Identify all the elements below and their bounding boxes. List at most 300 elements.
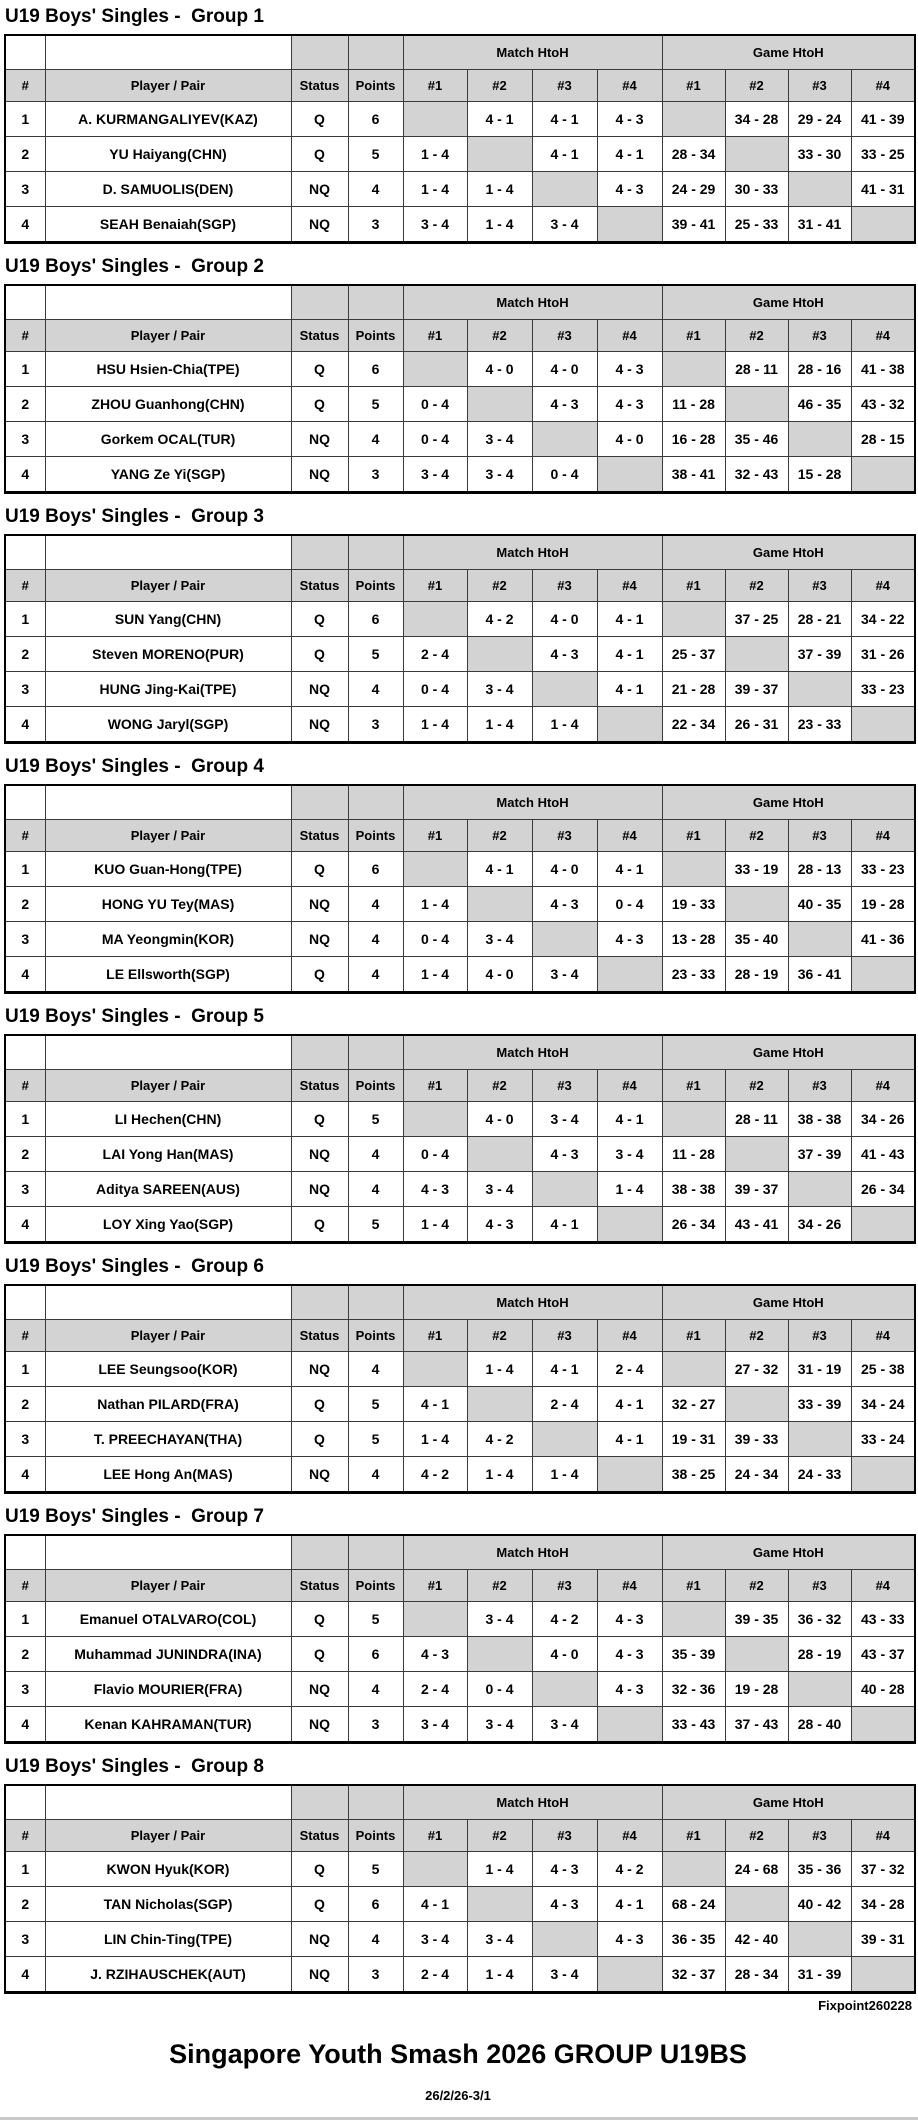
player-name-cell: LI Hechen(CHN) [45, 1102, 291, 1137]
game-3-column-header: #3 [788, 820, 851, 852]
game-2-column-header: #2 [725, 1570, 788, 1602]
match-score-cell: 4 - 3 [532, 1887, 597, 1922]
points-cell: 3 [348, 1957, 403, 1993]
game-score-cell: 33 - 30 [788, 137, 851, 172]
points-column-header: Points [348, 1320, 403, 1352]
match-score-cell [467, 387, 532, 422]
match-2-column-header: #2 [467, 70, 532, 102]
match-score-cell: 4 - 1 [597, 602, 662, 637]
group-title: U19 Boys' Singles - Group 8 [5, 1756, 264, 1777]
game-score-cell: 32 - 43 [725, 457, 788, 493]
game-score-cell: 34 - 26 [788, 1207, 851, 1243]
game-score-cell: 11 - 28 [662, 1137, 725, 1172]
player-name-cell: KWON Hyuk(KOR) [45, 1852, 291, 1887]
rank-cell: 4 [5, 207, 45, 243]
status-column-header: Status [291, 70, 348, 102]
standings-table [4, 534, 916, 744]
event-date-range: 26/2/26-3/1 [425, 2088, 491, 2103]
match-score-cell: 1 - 4 [467, 1352, 532, 1387]
game-score-cell: 43 - 41 [725, 1207, 788, 1243]
game-score-cell: 24 - 68 [725, 1852, 788, 1887]
match-score-cell: 3 - 4 [597, 1137, 662, 1172]
match-score-cell [403, 852, 467, 887]
match-score-cell: 1 - 4 [467, 1852, 532, 1887]
game-score-cell [662, 352, 725, 387]
status-cell: NQ [291, 457, 348, 493]
points-cell: 4 [348, 1922, 403, 1957]
game-score-cell: 42 - 40 [725, 1922, 788, 1957]
standings-table [4, 1284, 916, 1494]
points-cell: 5 [348, 1852, 403, 1887]
player-name-cell: Gorkem OCAL(TUR) [45, 422, 291, 457]
player-row [5, 1672, 915, 1707]
points-cell: 5 [348, 1387, 403, 1422]
player-name-cell: HUNG Jing-Kai(TPE) [45, 672, 291, 707]
game-score-cell: 40 - 28 [851, 1672, 915, 1707]
game-score-cell: 34 - 28 [851, 1887, 915, 1922]
rank-column-header: # [5, 1070, 45, 1102]
match-score-cell: 4 - 1 [532, 102, 597, 137]
match-2-column-header: #2 [467, 1320, 532, 1352]
section-header-row [5, 1785, 915, 1820]
player-name-cell: D. SAMUOLIS(DEN) [45, 172, 291, 207]
standings-body [5, 1352, 915, 1493]
game-score-cell: 28 - 11 [725, 352, 788, 387]
match-score-cell: 4 - 1 [532, 137, 597, 172]
status-cell: NQ [291, 707, 348, 743]
game-3-column-header: #3 [788, 1820, 851, 1852]
blank-gray-cell [348, 1785, 403, 1820]
game-1-column-header: #1 [662, 820, 725, 852]
game-score-cell: 35 - 46 [725, 422, 788, 457]
column-header-row [5, 1570, 915, 1602]
status-cell: Q [291, 1852, 348, 1887]
points-cell: 3 [348, 457, 403, 493]
match-score-cell: 4 - 1 [597, 1887, 662, 1922]
player-name-cell: YANG Ze Yi(SGP) [45, 457, 291, 493]
section-header-row [5, 785, 915, 820]
rank-column-header: # [5, 320, 45, 352]
status-cell: Q [291, 1102, 348, 1137]
match-score-cell: 3 - 4 [532, 957, 597, 993]
game-score-cell: 23 - 33 [788, 707, 851, 743]
points-cell: 5 [348, 637, 403, 672]
match-3-column-header: #3 [532, 70, 597, 102]
match-score-cell [597, 457, 662, 493]
status-cell: Q [291, 137, 348, 172]
points-cell: 6 [348, 102, 403, 137]
match-score-cell: 1 - 4 [467, 1457, 532, 1493]
game-htoh-header: Game HtoH [662, 1535, 915, 1570]
player-row [5, 852, 915, 887]
player-name-cell: KUO Guan-Hong(TPE) [45, 852, 291, 887]
match-3-column-header: #3 [532, 1820, 597, 1852]
match-score-cell: 4 - 3 [467, 1207, 532, 1243]
match-score-cell: 4 - 2 [403, 1457, 467, 1493]
match-4-column-header: #4 [597, 1070, 662, 1102]
points-column-header: Points [348, 1070, 403, 1102]
game-score-cell: 19 - 31 [662, 1422, 725, 1457]
match-score-cell [467, 137, 532, 172]
match-4-column-header: #4 [597, 570, 662, 602]
match-score-cell: 4 - 1 [597, 637, 662, 672]
standings-table [4, 1534, 916, 1744]
game-score-cell: 39 - 31 [851, 1922, 915, 1957]
match-4-column-header: #4 [597, 70, 662, 102]
match-1-column-header: #1 [403, 820, 467, 852]
blank-gray-cell [348, 1035, 403, 1070]
game-score-cell [788, 172, 851, 207]
blank-cell [45, 1785, 291, 1820]
game-score-cell: 31 - 41 [788, 207, 851, 243]
group-title: U19 Boys' Singles - Group 2 [5, 256, 264, 277]
game-score-cell [725, 387, 788, 422]
match-score-cell: 4 - 3 [597, 352, 662, 387]
match-score-cell: 3 - 4 [467, 457, 532, 493]
game-score-cell [788, 1172, 851, 1207]
game-score-cell: 35 - 39 [662, 1637, 725, 1672]
points-cell: 4 [348, 922, 403, 957]
player-row [5, 1207, 915, 1243]
status-cell: Q [291, 602, 348, 637]
match-score-cell [403, 1602, 467, 1637]
player-name-cell: A. KURMANGALIYEV(KAZ) [45, 102, 291, 137]
game-score-cell: 34 - 22 [851, 602, 915, 637]
game-htoh-header: Game HtoH [662, 1035, 915, 1070]
match-score-cell [597, 207, 662, 243]
game-score-cell [725, 637, 788, 672]
game-score-cell: 30 - 33 [725, 172, 788, 207]
game-score-cell: 33 - 23 [851, 672, 915, 707]
player-row [5, 137, 915, 172]
game-score-cell: 34 - 28 [725, 102, 788, 137]
status-cell: NQ [291, 422, 348, 457]
match-score-cell [532, 1672, 597, 1707]
game-score-cell [725, 137, 788, 172]
game-score-cell: 40 - 42 [788, 1887, 851, 1922]
blank-cell [45, 1535, 291, 1570]
game-score-cell: 31 - 39 [788, 1957, 851, 1993]
player-row [5, 637, 915, 672]
game-score-cell: 32 - 36 [662, 1672, 725, 1707]
game-score-cell: 33 - 19 [725, 852, 788, 887]
player-row [5, 1602, 915, 1637]
game-3-column-header: #3 [788, 320, 851, 352]
status-column-header: Status [291, 1320, 348, 1352]
game-score-cell: 39 - 35 [725, 1602, 788, 1637]
match-score-cell [597, 957, 662, 993]
status-cell: Q [291, 1207, 348, 1243]
rank-cell: 3 [5, 172, 45, 207]
match-score-cell [467, 887, 532, 922]
match-score-cell: 4 - 3 [532, 387, 597, 422]
player-name-cell: MA Yeongmin(KOR) [45, 922, 291, 957]
game-score-cell: 38 - 38 [788, 1102, 851, 1137]
match-score-cell: 1 - 4 [597, 1172, 662, 1207]
group-section [4, 1756, 918, 1994]
game-score-cell [662, 1602, 725, 1637]
match-score-cell: 4 - 1 [597, 1387, 662, 1422]
match-score-cell: 4 - 1 [597, 137, 662, 172]
game-score-cell: 38 - 38 [662, 1172, 725, 1207]
points-cell: 3 [348, 707, 403, 743]
column-header-row [5, 1820, 915, 1852]
game-score-cell: 38 - 25 [662, 1457, 725, 1493]
blank-gray-cell [348, 1535, 403, 1570]
blank-gray-cell [291, 1785, 348, 1820]
column-header-row [5, 1070, 915, 1102]
points-cell: 4 [348, 172, 403, 207]
status-cell: NQ [291, 922, 348, 957]
points-column-header: Points [348, 570, 403, 602]
status-column-header: Status [291, 1070, 348, 1102]
points-cell: 6 [348, 602, 403, 637]
rank-cell: 3 [5, 922, 45, 957]
game-score-cell: 28 - 34 [662, 137, 725, 172]
standings-table [4, 784, 916, 994]
rank-cell: 4 [5, 457, 45, 493]
game-score-cell: 33 - 39 [788, 1387, 851, 1422]
status-cell: Q [291, 1887, 348, 1922]
game-score-cell: 11 - 28 [662, 387, 725, 422]
game-1-column-header: #1 [662, 1070, 725, 1102]
match-score-cell: 1 - 4 [403, 1207, 467, 1243]
blank-gray-cell [291, 285, 348, 320]
game-score-cell [725, 1637, 788, 1672]
game-1-column-header: #1 [662, 70, 725, 102]
group-title: U19 Boys' Singles - Group 3 [5, 506, 264, 527]
points-cell: 6 [348, 1887, 403, 1922]
points-cell: 6 [348, 352, 403, 387]
column-header-row [5, 570, 915, 602]
player-row [5, 207, 915, 243]
match-score-cell: 4 - 1 [597, 852, 662, 887]
match-score-cell: 4 - 3 [532, 887, 597, 922]
match-score-cell: 4 - 0 [532, 1637, 597, 1672]
match-score-cell: 4 - 0 [597, 422, 662, 457]
section-header-row [5, 535, 915, 570]
match-score-cell: 2 - 4 [532, 1387, 597, 1422]
group-section [4, 6, 918, 244]
match-score-cell: 4 - 3 [532, 637, 597, 672]
points-cell: 4 [348, 1137, 403, 1172]
game-score-cell: 28 - 13 [788, 852, 851, 887]
status-cell: NQ [291, 1707, 348, 1743]
column-header-row [5, 820, 915, 852]
points-cell: 4 [348, 1352, 403, 1387]
match-score-cell: 1 - 4 [467, 1957, 532, 1993]
rank-cell: 1 [5, 1852, 45, 1887]
match-score-cell: 4 - 3 [597, 1922, 662, 1957]
game-1-column-header: #1 [662, 320, 725, 352]
match-score-cell: 4 - 3 [597, 1672, 662, 1707]
match-3-column-header: #3 [532, 570, 597, 602]
game-score-cell [788, 1422, 851, 1457]
game-score-cell: 37 - 39 [788, 637, 851, 672]
blank-gray-cell [291, 785, 348, 820]
points-cell: 4 [348, 957, 403, 993]
game-score-cell: 25 - 33 [725, 207, 788, 243]
game-score-cell: 28 - 34 [725, 1957, 788, 1993]
player-column-header: Player / Pair [45, 1070, 291, 1102]
rank-cell: 2 [5, 637, 45, 672]
groups-container [4, 6, 918, 1994]
match-score-cell: 3 - 4 [532, 1707, 597, 1743]
match-1-column-header: #1 [403, 1820, 467, 1852]
game-score-cell: 27 - 32 [725, 1352, 788, 1387]
status-cell: Q [291, 387, 348, 422]
game-score-cell: 33 - 23 [851, 852, 915, 887]
match-score-cell: 3 - 4 [467, 1172, 532, 1207]
match-score-cell [532, 1922, 597, 1957]
player-row [5, 1457, 915, 1493]
match-score-cell [597, 1707, 662, 1743]
match-score-cell [467, 1637, 532, 1672]
match-htoh-header: Match HtoH [403, 785, 662, 820]
match-score-cell [597, 1457, 662, 1493]
match-score-cell: 4 - 3 [597, 922, 662, 957]
rank-cell: 1 [5, 1352, 45, 1387]
player-name-cell: SEAH Benaiah(SGP) [45, 207, 291, 243]
blank-gray-cell [291, 1535, 348, 1570]
player-row [5, 387, 915, 422]
player-column-header: Player / Pair [45, 1820, 291, 1852]
status-column-header: Status [291, 570, 348, 602]
standings-body [5, 1852, 915, 1993]
match-score-cell: 1 - 4 [467, 172, 532, 207]
game-score-cell: 15 - 28 [788, 457, 851, 493]
game-score-cell: 28 - 15 [851, 422, 915, 457]
blank-cell [45, 285, 291, 320]
standings-table [4, 1784, 916, 1994]
game-1-column-header: #1 [662, 1570, 725, 1602]
game-htoh-header: Game HtoH [662, 785, 915, 820]
game-score-cell: 40 - 35 [788, 887, 851, 922]
game-score-cell: 26 - 34 [851, 1172, 915, 1207]
status-cell: Q [291, 352, 348, 387]
column-header-row [5, 1320, 915, 1352]
points-cell: 3 [348, 207, 403, 243]
match-score-cell: 4 - 2 [467, 602, 532, 637]
game-score-cell [662, 1102, 725, 1137]
game-score-cell: 32 - 37 [662, 1957, 725, 1993]
points-cell: 5 [348, 1102, 403, 1137]
column-header-row [5, 320, 915, 352]
match-score-cell: 4 - 1 [597, 1102, 662, 1137]
rank-cell: 2 [5, 1137, 45, 1172]
match-3-column-header: #3 [532, 1570, 597, 1602]
match-score-cell: 3 - 4 [467, 422, 532, 457]
group-section [4, 506, 918, 744]
match-2-column-header: #2 [467, 1820, 532, 1852]
points-cell: 4 [348, 1457, 403, 1493]
player-name-cell: Aditya SAREEN(AUS) [45, 1172, 291, 1207]
points-cell: 5 [348, 1602, 403, 1637]
game-score-cell [662, 1352, 725, 1387]
match-score-cell: 4 - 0 [532, 352, 597, 387]
player-row [5, 1707, 915, 1743]
match-score-cell: 4 - 1 [597, 1422, 662, 1457]
points-cell: 4 [348, 1672, 403, 1707]
rank-cell: 2 [5, 1887, 45, 1922]
match-score-cell [467, 1887, 532, 1922]
game-score-cell: 33 - 25 [851, 137, 915, 172]
status-cell: NQ [291, 887, 348, 922]
game-score-cell [851, 1707, 915, 1743]
group-title: U19 Boys' Singles - Group 7 [5, 1506, 264, 1527]
match-score-cell [532, 1422, 597, 1457]
game-score-cell: 39 - 37 [725, 1172, 788, 1207]
player-name-cell: LAI Yong Han(MAS) [45, 1137, 291, 1172]
game-3-column-header: #3 [788, 1570, 851, 1602]
match-score-cell [403, 352, 467, 387]
group-title: U19 Boys' Singles - Group 1 [5, 6, 264, 27]
points-column-header: Points [348, 1570, 403, 1602]
rank-cell: 3 [5, 1672, 45, 1707]
match-score-cell [403, 1852, 467, 1887]
status-cell: NQ [291, 672, 348, 707]
player-name-cell: YU Haiyang(CHN) [45, 137, 291, 172]
rank-cell: 1 [5, 102, 45, 137]
rank-cell: 4 [5, 1957, 45, 1993]
rank-cell: 3 [5, 1172, 45, 1207]
game-score-cell: 28 - 16 [788, 352, 851, 387]
game-htoh-header: Game HtoH [662, 1785, 915, 1820]
player-name-cell: Steven MORENO(PUR) [45, 637, 291, 672]
group-section [4, 756, 918, 994]
game-score-cell [851, 457, 915, 493]
status-column-header: Status [291, 820, 348, 852]
player-row [5, 602, 915, 637]
column-header-row [5, 70, 915, 102]
player-row [5, 102, 915, 137]
standings-table [4, 1034, 916, 1244]
player-row [5, 1922, 915, 1957]
points-cell: 6 [348, 852, 403, 887]
player-name-cell: LEE Hong An(MAS) [45, 1457, 291, 1493]
game-2-column-header: #2 [725, 1070, 788, 1102]
match-score-cell: 1 - 4 [532, 707, 597, 743]
game-score-cell: 41 - 38 [851, 352, 915, 387]
status-cell: NQ [291, 1672, 348, 1707]
blank-cell [5, 285, 45, 320]
match-score-cell: 1 - 4 [403, 1422, 467, 1457]
player-row [5, 352, 915, 387]
rank-cell: 3 [5, 1422, 45, 1457]
match-score-cell: 2 - 4 [403, 1672, 467, 1707]
status-cell: Q [291, 957, 348, 993]
game-score-cell: 36 - 41 [788, 957, 851, 993]
section-header-row [5, 285, 915, 320]
match-score-cell: 4 - 3 [532, 1852, 597, 1887]
match-score-cell: 3 - 4 [532, 1957, 597, 1993]
match-score-cell [467, 637, 532, 672]
player-row [5, 707, 915, 743]
group-section [4, 256, 918, 494]
match-score-cell: 4 - 1 [467, 102, 532, 137]
match-score-cell: 1 - 4 [403, 137, 467, 172]
game-4-column-header: #4 [851, 1320, 915, 1352]
status-cell: Q [291, 852, 348, 887]
game-score-cell: 36 - 32 [788, 1602, 851, 1637]
game-2-column-header: #2 [725, 820, 788, 852]
status-cell: Q [291, 102, 348, 137]
standings-table [4, 284, 916, 494]
game-score-cell [851, 1457, 915, 1493]
match-score-cell: 2 - 4 [403, 637, 467, 672]
player-name-cell: LE Ellsworth(SGP) [45, 957, 291, 993]
game-score-cell: 31 - 26 [851, 637, 915, 672]
